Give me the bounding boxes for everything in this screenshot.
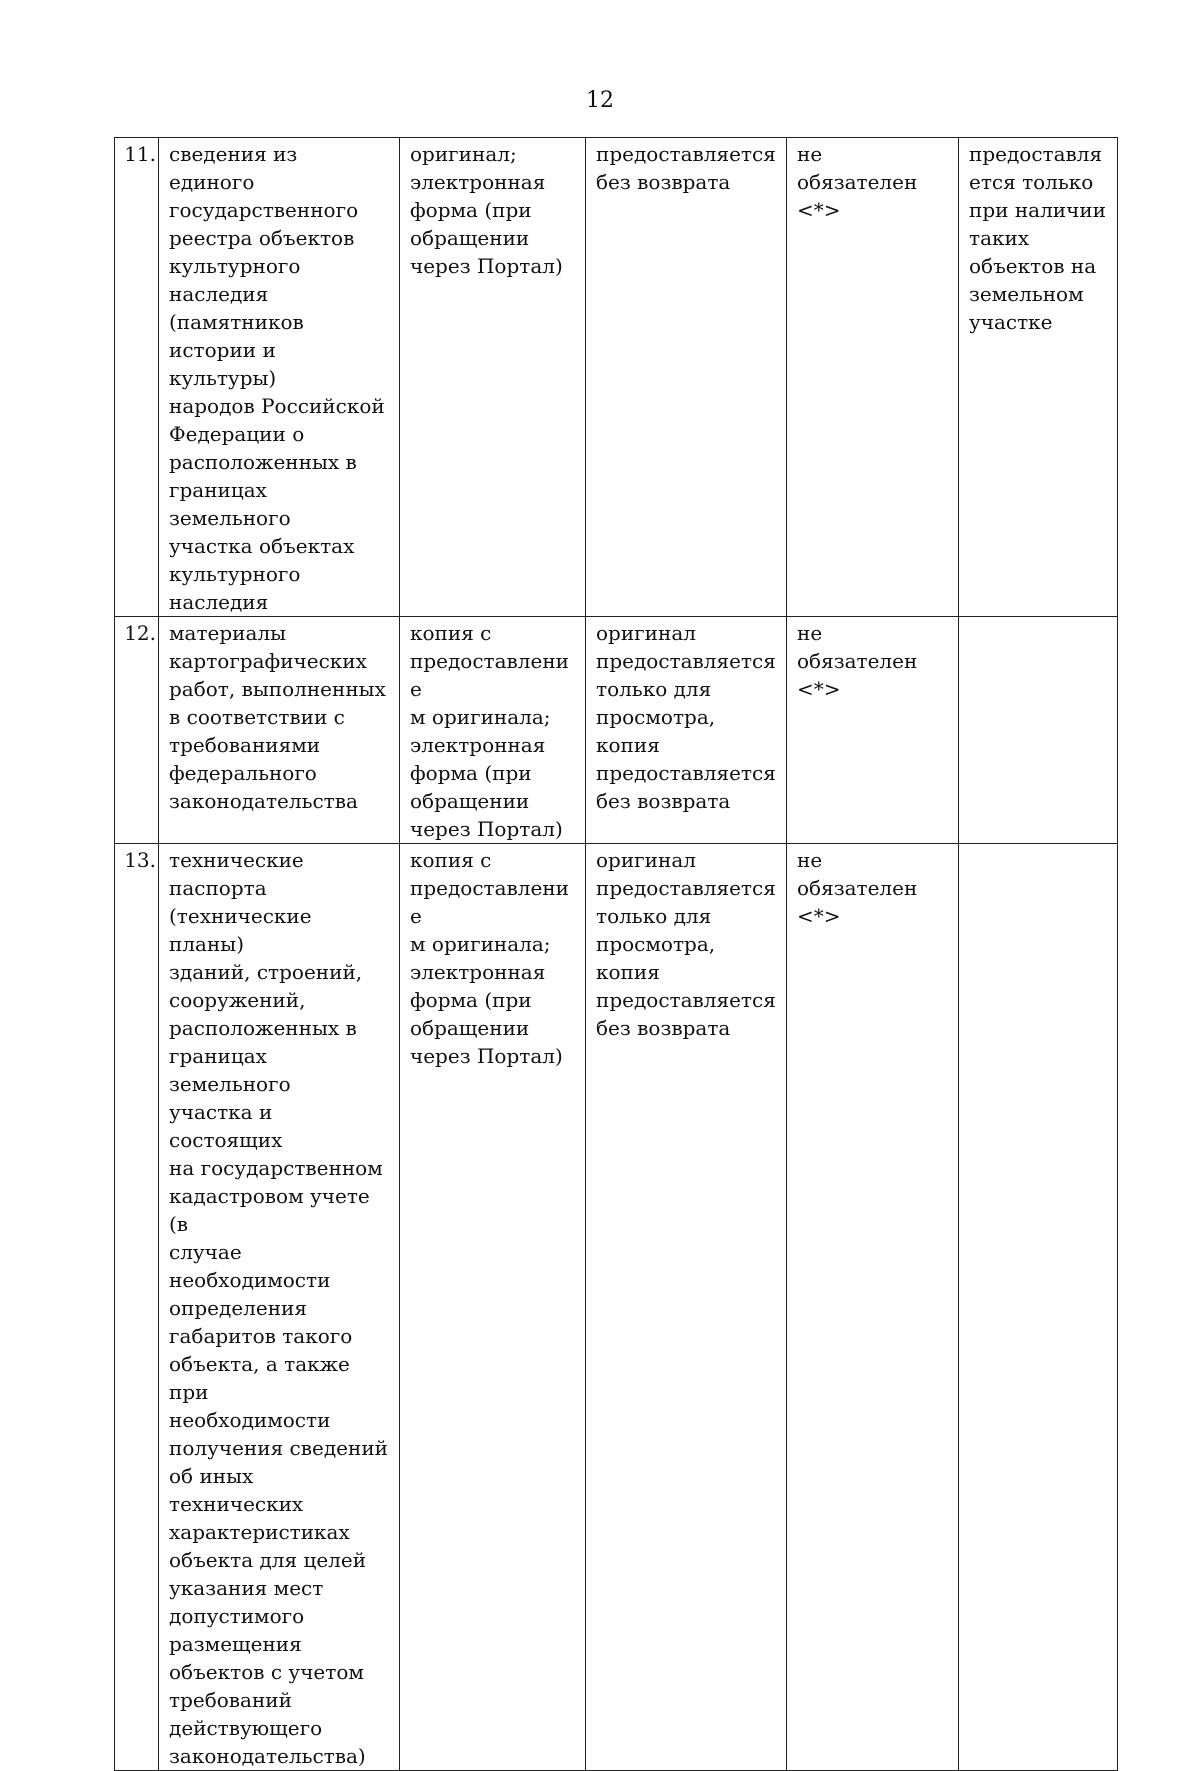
required-cell: не обязателен <*>: [787, 138, 959, 617]
row-number: 11.: [115, 138, 159, 617]
row-number: 12.: [115, 617, 159, 844]
note-cell: предоставля ется только при наличии таких объектов на земельном участке: [959, 138, 1118, 617]
required-cell: не обязателен <*>: [787, 844, 959, 1771]
return-terms-cell: оригинал предоставляется только для просмотра, копия предоставляется без возврата: [586, 617, 787, 844]
document-form-cell: копия с предоставление м оригинала; электронная форма (при обращении через Портал): [400, 844, 586, 1771]
document-form-cell: копия с предоставление м оригинала; электронная форма (при обращении через Портал): [400, 617, 586, 844]
table-row-11: [115, 138, 1118, 617]
document-name-cell: технические паспорта (технические планы) зданий, строений, сооружений, расположенных в границах земельного участка и состоящих на государственном кадастровом учете (в случае необходимости определения габаритов такого объекта, а также при необходимости получения сведений об иных технических характеристиках объекта для целей указания мест допустимого размещения объектов с учетом требований действующего законодательства): [159, 844, 400, 1771]
return-terms-cell: оригинал предоставляется только для просмотра, копия предоставляется без возврата: [586, 844, 787, 1771]
return-terms-cell: предоставляется без возврата: [586, 138, 787, 617]
document-name-cell: сведения из единого государственного реестра объектов культурного наследия (памятников истории и культуры) народов Российской Федерации о расположенных в границах земельного участка объектах культурного наследия: [159, 138, 400, 617]
documents-table: [114, 137, 1118, 1771]
note-cell: [959, 617, 1118, 844]
document-form-cell: оригинал; электронная форма (при обращении через Портал): [400, 138, 586, 617]
document-name-cell: материалы картографических работ, выполненных в соответствии с требованиями федерального законодательства: [159, 617, 400, 844]
required-cell: не обязателен <*>: [787, 617, 959, 844]
table-row-12: [115, 617, 1118, 844]
table-row-13: [115, 844, 1118, 1771]
page-number: 12: [586, 88, 614, 113]
row-number: 13.: [115, 844, 159, 1771]
note-cell: [959, 844, 1118, 1771]
